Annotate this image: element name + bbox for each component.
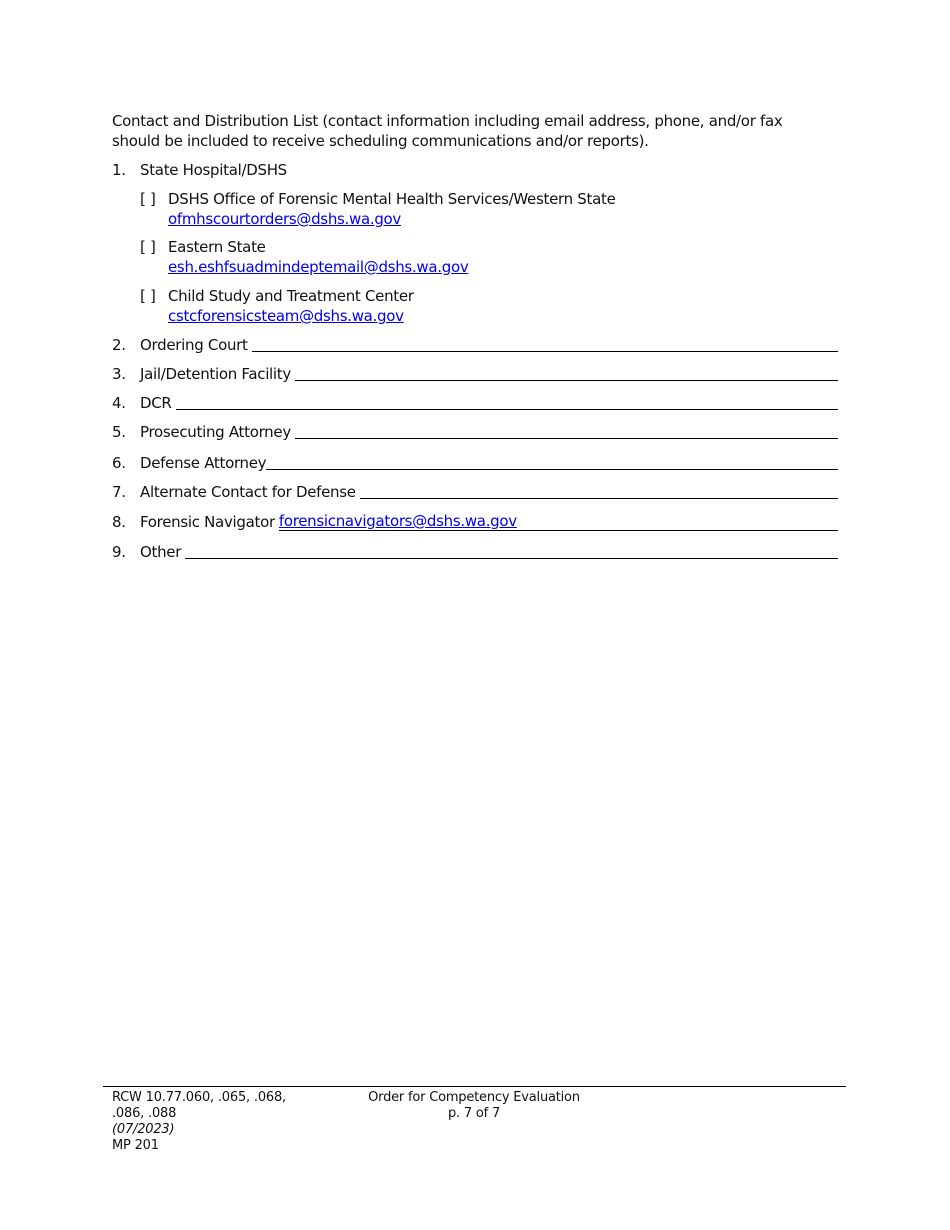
email-link[interactable]: forensicnavigators@dshs.wa.gov: [278, 512, 517, 530]
fill-in-line[interactable]: [279, 510, 838, 531]
email-link[interactable]: ofmhscourtorders@dshs.wa.gov: [168, 210, 402, 228]
page-number: p. 7 of 7: [447, 1106, 501, 1121]
item-number: 1.: [112, 161, 126, 179]
item-number: 2.: [112, 336, 126, 354]
intro-paragraph: Contact and Distribution List (contact information including email address, phone, and/or fax should be included to receive scheduling communications and/or reports).: [112, 112, 783, 150]
revision-date: (07/2023): [112, 1122, 175, 1137]
item-ordering-court: [112, 334, 838, 354]
item-label: Other: [140, 543, 182, 561]
item-number: 4.: [112, 394, 126, 412]
item-other: [112, 541, 838, 561]
document-title: Order for Competency Evaluation: [368, 1090, 580, 1105]
rcw-citation-cont: .086, .088: [112, 1106, 177, 1121]
option-label: Eastern State: [168, 238, 266, 256]
fill-in-line[interactable]: [266, 469, 838, 470]
item-number: 8.: [112, 513, 126, 531]
footer-left: [112, 1090, 286, 1154]
item-state-hospital: [112, 160, 287, 180]
checkbox[interactable]: [ ]: [140, 190, 156, 208]
item-prosecuting-attorney: [112, 421, 838, 441]
fill-in-line[interactable]: [185, 558, 838, 559]
item-defense-attorney: [112, 452, 838, 472]
item-label: Prosecuting Attorney: [140, 423, 291, 441]
option-western-state: [140, 189, 616, 229]
item-label: State Hospital/DSHS: [140, 161, 287, 179]
item-number: 9.: [112, 543, 126, 561]
item-label: DCR: [140, 394, 172, 412]
rcw-citation: RCW 10.77.060, .065, .068,: [112, 1090, 286, 1105]
fill-in-line[interactable]: [295, 438, 838, 439]
option-label: Child Study and Treatment Center: [168, 287, 414, 305]
item-number: 5.: [112, 423, 126, 441]
item-label: Alternate Contact for Defense: [140, 483, 356, 501]
item-forensic-navigator: [112, 511, 838, 531]
item-alternate-contact: [112, 481, 838, 501]
fill-in-line[interactable]: [176, 409, 838, 410]
item-dcr: [112, 392, 838, 412]
item-jail: [112, 363, 838, 383]
checkbox[interactable]: [ ]: [140, 287, 156, 305]
option-child-study: [140, 286, 414, 326]
email-link[interactable]: cstcforensicsteam@dshs.wa.gov: [168, 307, 404, 325]
footer-divider: [103, 1086, 846, 1087]
option-label: DSHS Office of Forensic Mental Health Services/Western State: [168, 190, 616, 208]
fill-in-line[interactable]: [360, 498, 838, 499]
fill-in-line[interactable]: [252, 351, 838, 352]
item-number: 6.: [112, 454, 126, 472]
fill-in-line[interactable]: [295, 380, 838, 381]
option-eastern-state: [140, 237, 468, 277]
item-number: 3.: [112, 365, 126, 383]
item-number: 7.: [112, 483, 126, 501]
item-label: Forensic Navigator: [140, 513, 275, 531]
footer-center: [354, 1090, 594, 1122]
checkbox[interactable]: [ ]: [140, 238, 156, 256]
email-link[interactable]: esh.eshfsuadmindeptemail@dshs.wa.gov: [168, 258, 469, 276]
item-label: Jail/Detention Facility: [140, 365, 291, 383]
item-label: Defense Attorney: [140, 454, 267, 472]
form-id: MP 201: [112, 1138, 159, 1153]
item-label: Ordering Court: [140, 336, 248, 354]
